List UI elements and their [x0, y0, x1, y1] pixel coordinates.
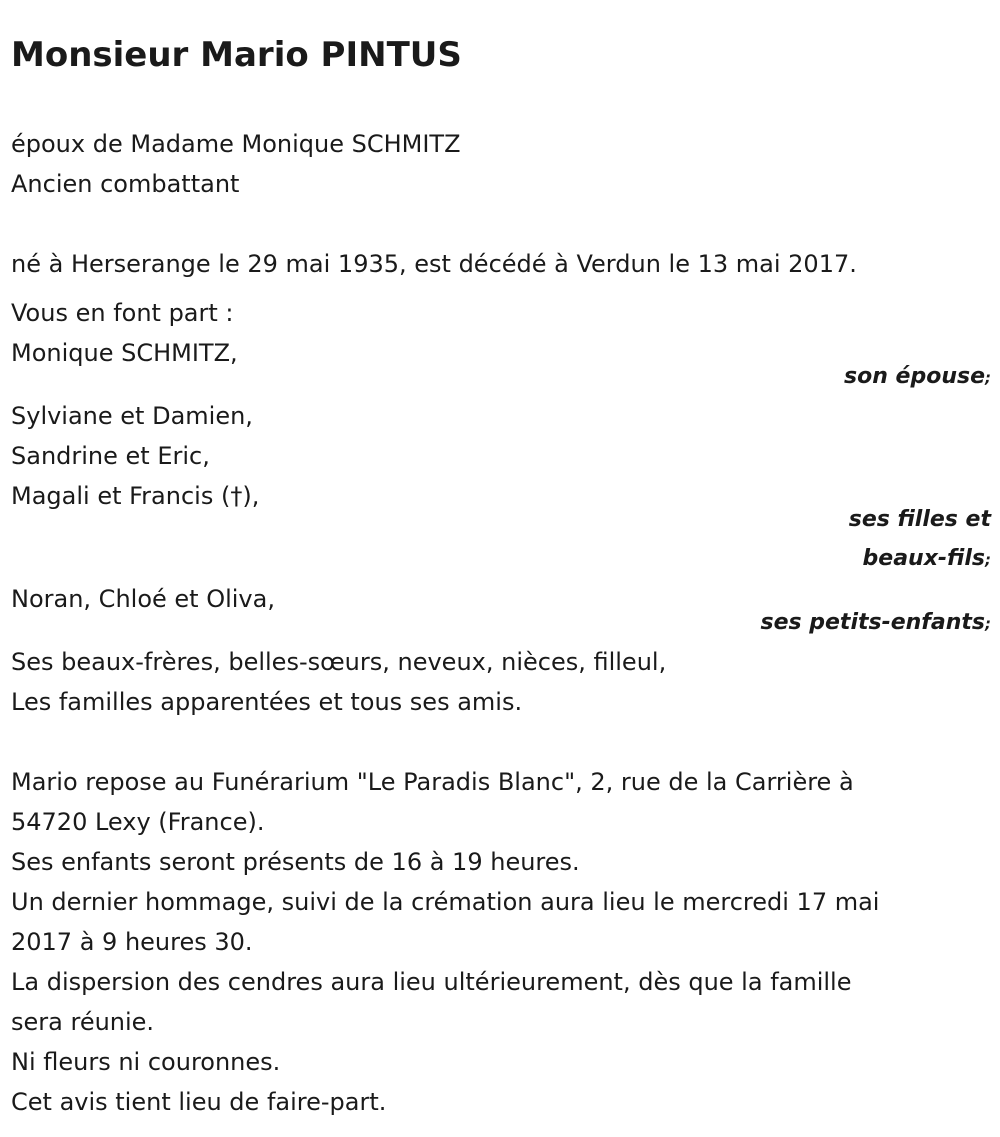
daughters-role-text: beaux-fils	[862, 546, 985, 571]
status-line: Ancien combattant	[11, 170, 240, 198]
detail-line: Ni fleurs ni couronnes.	[11, 1048, 281, 1076]
wife-role-semicolon: ;	[985, 369, 991, 387]
notice-title: Monsieur Mario PINTUS	[11, 35, 462, 75]
daughters-role-semicolon: ;	[985, 551, 991, 569]
announce-line: Vous en font part :	[11, 299, 234, 327]
wife-name: Monique SCHMITZ,	[11, 339, 238, 367]
wife-role	[844, 362, 991, 393]
family-member-line: Sylviane et Damien,	[11, 402, 253, 430]
family-member-line: Sandrine et Eric,	[11, 442, 210, 470]
daughters-role-line-2	[863, 544, 991, 575]
obituary-notice	[11, 0, 991, 1137]
detail-line: La dispersion des cendres aura lieu ultérieurement, dès que la famille	[11, 968, 852, 996]
grandchildren-role-semicolon: ;	[985, 615, 991, 633]
detail-line: sera réunie.	[11, 1008, 155, 1036]
detail-line: Ses enfants seront présents de 16 à 19 heures.	[11, 848, 580, 876]
family-member-line: Magali et Francis (†),	[11, 482, 260, 510]
detail-line: Un dernier hommage, suivi de la crémation aura lieu le mercredi 17 mai	[11, 888, 880, 916]
wife-role-text: son épouse	[844, 364, 985, 389]
grandchildren-role	[760, 608, 991, 639]
grandchildren-names: Noran, Chloé et Oliva,	[11, 585, 275, 613]
detail-line: 2017 à 9 heures 30.	[11, 928, 253, 956]
birth-death-line: né à Herserange le 29 mai 1935, est décédé à Verdun le 13 mai 2017.	[11, 250, 857, 278]
friends-line: Les familles apparentées et tous ses amis.	[11, 688, 523, 716]
daughters-role-line-1: ses filles et	[848, 507, 991, 532]
extended-family-line: Ses beaux-frères, belles-sœurs, neveux, nièces, filleul,	[11, 648, 667, 676]
detail-line: Cet avis tient lieu de faire-part.	[11, 1088, 387, 1116]
grandchildren-role-text: ses petits-enfants	[760, 610, 985, 635]
spouse-line: époux de Madame Monique SCHMITZ	[11, 130, 461, 158]
detail-line: Mario repose au Funérarium "Le Paradis Blanc", 2, rue de la Carrière à	[11, 768, 854, 796]
detail-line: 54720 Lexy (France).	[11, 808, 265, 836]
